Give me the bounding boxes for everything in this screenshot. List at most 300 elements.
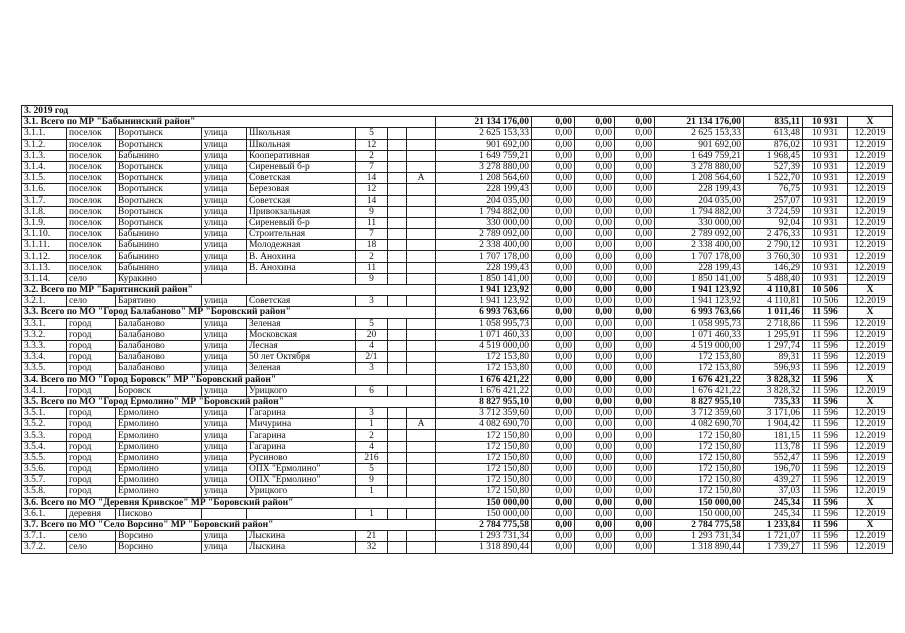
cell-c9: 1 676 421,22 xyxy=(436,374,532,385)
cell-c6: 11 xyxy=(356,217,388,228)
cell-c2: поселок xyxy=(67,161,116,172)
cell-c1: 3.1.12. xyxy=(22,251,67,262)
cell-c12: 0,00 xyxy=(615,251,655,262)
cell-c12: 0,00 xyxy=(615,475,655,486)
cell-c10: 0,00 xyxy=(532,441,575,452)
cell-c12: 0,00 xyxy=(615,139,655,150)
cell-c13: 172 153,80 xyxy=(655,352,744,363)
cell-c10: 0,00 xyxy=(532,128,575,139)
cell-c11: 0,00 xyxy=(575,184,615,195)
cell-c2: поселок xyxy=(67,173,116,184)
table-row xyxy=(22,173,893,184)
cell-c8 xyxy=(407,206,436,217)
table-row xyxy=(22,229,893,240)
cell-c14: 2 790,12 xyxy=(744,240,803,251)
cell-c5: Русиново xyxy=(247,452,356,463)
cell-c11: 0,00 xyxy=(575,430,615,441)
cell-c2: поселок xyxy=(67,240,116,251)
cell-c7 xyxy=(388,408,407,419)
cell-c12: 0,00 xyxy=(615,285,655,296)
cell-c7 xyxy=(388,441,407,452)
cell-c7 xyxy=(388,531,407,542)
cell-c3: Ермолино xyxy=(116,408,202,419)
cell-c10: 0,00 xyxy=(532,329,575,340)
cell-c15: 11 596 xyxy=(803,374,848,385)
cell-c9: 150 000,00 xyxy=(436,497,532,508)
table-row xyxy=(22,486,893,497)
cell-c9: 172 153,80 xyxy=(436,352,532,363)
cell-c8 xyxy=(407,352,436,363)
cell-c14: 37,03 xyxy=(744,486,803,497)
cell-c15: 10 931 xyxy=(803,139,848,150)
cell-c13: 150 000,00 xyxy=(655,508,744,519)
cell-c9: 1 208 564,60 xyxy=(436,173,532,184)
cell-c3: Барятино xyxy=(116,296,202,307)
section-total-row xyxy=(22,285,893,296)
cell-c16: 12.2019 xyxy=(848,508,893,519)
cell-c9: 330 000,00 xyxy=(436,217,532,228)
cell-c11: 0,00 xyxy=(575,542,615,553)
cell-c6: 1 xyxy=(356,508,388,519)
cell-c13: 1 318 890,44 xyxy=(655,542,744,553)
cell-c9: 8 827 955,10 xyxy=(436,396,532,407)
table-body xyxy=(22,106,893,554)
cell-c4: улица xyxy=(202,240,247,251)
cell-c3: Балабаново xyxy=(116,318,202,329)
cell-c2: город xyxy=(67,419,116,430)
cell-c13: 8 827 955,10 xyxy=(655,396,744,407)
cell-c3: Боровск xyxy=(116,385,202,396)
cell-c12: 0,00 xyxy=(615,161,655,172)
cell-c15: 11 596 xyxy=(803,441,848,452)
cell-c11: 0,00 xyxy=(575,150,615,161)
cell-c11: 0,00 xyxy=(575,217,615,228)
cell-c10: 0,00 xyxy=(532,508,575,519)
cell-c6: 11 xyxy=(356,262,388,273)
cell-c7 xyxy=(388,251,407,262)
cell-c16: X xyxy=(848,396,893,407)
cell-c5: 50 лет Октября xyxy=(247,352,356,363)
section-title: 3.4. Всего по МО "Город Боровск" МР "Боровский район" xyxy=(22,374,436,385)
cell-c2: город xyxy=(67,441,116,452)
section-total-row xyxy=(22,396,893,407)
cell-c13: 172 150,80 xyxy=(655,464,744,475)
cell-c10: 0,00 xyxy=(532,419,575,430)
table-row xyxy=(22,251,893,262)
cell-c6: 32 xyxy=(356,542,388,553)
cell-c11: 0,00 xyxy=(575,396,615,407)
cell-c9: 1 676 421,22 xyxy=(436,385,532,396)
cell-c12: 0,00 xyxy=(615,117,655,128)
cell-c6: 20 xyxy=(356,329,388,340)
cell-c7 xyxy=(388,508,407,519)
cell-c1: 3.3.5. xyxy=(22,363,67,374)
cell-c8 xyxy=(407,542,436,553)
cell-c16: 12.2019 xyxy=(848,251,893,262)
cell-c11: 0,00 xyxy=(575,262,615,273)
cell-c11: 0,00 xyxy=(575,285,615,296)
cell-c5: Лесная xyxy=(247,340,356,351)
table-row xyxy=(22,273,893,284)
table-row xyxy=(22,464,893,475)
cell-c9: 3 712 359,60 xyxy=(436,408,532,419)
cell-c9: 901 692,00 xyxy=(436,139,532,150)
cell-c13: 2 338 400,00 xyxy=(655,240,744,251)
cell-c7 xyxy=(388,542,407,553)
cell-c16: 12.2019 xyxy=(848,486,893,497)
cell-c8: А xyxy=(407,419,436,430)
cell-c5: Советская xyxy=(247,296,356,307)
cell-c3: Ермолино xyxy=(116,464,202,475)
table-row xyxy=(22,161,893,172)
cell-c7 xyxy=(388,161,407,172)
cell-c16: 12.2019 xyxy=(848,452,893,463)
cell-c11: 0,00 xyxy=(575,408,615,419)
cell-c3: Бабынино xyxy=(116,229,202,240)
cell-c4: улица xyxy=(202,161,247,172)
cell-c11: 0,00 xyxy=(575,329,615,340)
cell-c13: 4 519 000,00 xyxy=(655,340,744,351)
cell-c5: Строительная xyxy=(247,229,356,240)
cell-c14: 3 171,06 xyxy=(744,408,803,419)
cell-c9: 150 000,00 xyxy=(436,508,532,519)
cell-c10: 0,00 xyxy=(532,519,575,530)
cell-c9: 1 707 178,00 xyxy=(436,251,532,262)
cell-c9: 1 794 882,00 xyxy=(436,206,532,217)
cell-c8 xyxy=(407,430,436,441)
cell-c12: 0,00 xyxy=(615,195,655,206)
cell-c15: 10 931 xyxy=(803,240,848,251)
cell-c12: 0,00 xyxy=(615,273,655,284)
cell-c5: Зеленая xyxy=(247,363,356,374)
cell-c11: 0,00 xyxy=(575,486,615,497)
cell-c6: 9 xyxy=(356,206,388,217)
cell-c1: 3.1.1. xyxy=(22,128,67,139)
cell-c6: 3 xyxy=(356,408,388,419)
cell-c16: 12.2019 xyxy=(848,173,893,184)
cell-c15: 11 596 xyxy=(803,542,848,553)
cell-c13: 21 134 176,00 xyxy=(655,117,744,128)
cell-c5: Сиреневый б-р xyxy=(247,217,356,228)
cell-c7 xyxy=(388,195,407,206)
cell-c7 xyxy=(388,150,407,161)
table-row xyxy=(22,531,893,542)
cell-c16: 12.2019 xyxy=(848,352,893,363)
cell-c14: 1 297,74 xyxy=(744,340,803,351)
cell-c14: 1 233,84 xyxy=(744,519,803,530)
cell-c9: 2 789 092,00 xyxy=(436,229,532,240)
cell-c14: 596,93 xyxy=(744,363,803,374)
cell-c5: Молодежная xyxy=(247,240,356,251)
cell-c9: 228 199,43 xyxy=(436,262,532,273)
cell-c8 xyxy=(407,508,436,519)
cell-c2: поселок xyxy=(67,184,116,195)
cell-c5: Школьная xyxy=(247,128,356,139)
cell-c12: 0,00 xyxy=(615,486,655,497)
cell-c9: 2 625 153,33 xyxy=(436,128,532,139)
cell-c13: 1 649 759,21 xyxy=(655,150,744,161)
cell-c2: село xyxy=(67,531,116,542)
cell-c15: 11 596 xyxy=(803,464,848,475)
cell-c15: 11 596 xyxy=(803,497,848,508)
table-row xyxy=(22,262,893,273)
cell-c11: 0,00 xyxy=(575,318,615,329)
cell-c12: 0,00 xyxy=(615,352,655,363)
cell-c10: 0,00 xyxy=(532,184,575,195)
cell-c6: 3 xyxy=(356,363,388,374)
cell-c13: 1 676 421,22 xyxy=(655,374,744,385)
cell-c14: 245,34 xyxy=(744,508,803,519)
cell-c3: Бабынино xyxy=(116,240,202,251)
cell-c14: 527,39 xyxy=(744,161,803,172)
cell-c15: 10 931 xyxy=(803,184,848,195)
cell-c1: 3.5.8. xyxy=(22,486,67,497)
cell-c8 xyxy=(407,128,436,139)
section-title: 3.3. Всего по МО "Город Балабаново" МР "Боровский район" xyxy=(22,307,436,318)
cell-c11: 0,00 xyxy=(575,531,615,542)
cell-c12: 0,00 xyxy=(615,374,655,385)
cell-c15: 10 931 xyxy=(803,117,848,128)
cell-c11: 0,00 xyxy=(575,452,615,463)
cell-c10: 0,00 xyxy=(532,486,575,497)
cell-c7 xyxy=(388,139,407,150)
cell-c5: Школьная xyxy=(247,139,356,150)
cell-c6: 216 xyxy=(356,452,388,463)
cell-c15: 11 596 xyxy=(803,430,848,441)
cell-c8 xyxy=(407,475,436,486)
cell-c11: 0,00 xyxy=(575,229,615,240)
cell-c6: 14 xyxy=(356,195,388,206)
year-heading-row xyxy=(22,106,893,117)
cell-c12: 0,00 xyxy=(615,385,655,396)
cell-c11: 0,00 xyxy=(575,240,615,251)
cell-c14: 2 718,86 xyxy=(744,318,803,329)
cell-c11: 0,00 xyxy=(575,117,615,128)
cell-c7 xyxy=(388,229,407,240)
cell-c14: 76,75 xyxy=(744,184,803,195)
cell-c7 xyxy=(388,262,407,273)
cell-c3: Писково xyxy=(116,508,202,519)
cell-c11: 0,00 xyxy=(575,519,615,530)
cell-c3: Воротынск xyxy=(116,217,202,228)
cell-c4: улица xyxy=(202,419,247,430)
cell-c14: 876,02 xyxy=(744,139,803,150)
cell-c12: 0,00 xyxy=(615,396,655,407)
cell-c11: 0,00 xyxy=(575,508,615,519)
cell-c15: 11 596 xyxy=(803,329,848,340)
cell-c5: Лыскина xyxy=(247,542,356,553)
cell-c4: улица xyxy=(202,195,247,206)
cell-c3: Ермолино xyxy=(116,486,202,497)
cell-c3: Ворсино xyxy=(116,542,202,553)
cell-c8 xyxy=(407,161,436,172)
cell-c14: 146,29 xyxy=(744,262,803,273)
cell-c1: 3.1.11. xyxy=(22,240,67,251)
cell-c10: 0,00 xyxy=(532,374,575,385)
cell-c2: город xyxy=(67,329,116,340)
table-row xyxy=(22,363,893,374)
cell-c4: улица xyxy=(202,128,247,139)
cell-c16: 12.2019 xyxy=(848,385,893,396)
cell-c13: 1 208 564,60 xyxy=(655,173,744,184)
cell-c7 xyxy=(388,419,407,430)
cell-c16: 12.2019 xyxy=(848,206,893,217)
cell-c14: 4 110,81 xyxy=(744,285,803,296)
cell-c14: 89,31 xyxy=(744,352,803,363)
cell-c15: 10 931 xyxy=(803,229,848,240)
cell-c3: Ермолино xyxy=(116,419,202,430)
cell-c5: Зеленая xyxy=(247,318,356,329)
table-row xyxy=(22,441,893,452)
table-row xyxy=(22,385,893,396)
cell-c5: ОПХ "Ермолино" xyxy=(247,464,356,475)
table-row xyxy=(22,206,893,217)
cell-c6: 6 xyxy=(356,385,388,396)
cell-c10: 0,00 xyxy=(532,542,575,553)
table-row xyxy=(22,452,893,463)
cell-c7 xyxy=(388,452,407,463)
cell-c14: 2 476,33 xyxy=(744,229,803,240)
cell-c16: 12.2019 xyxy=(848,240,893,251)
cell-c9: 4 519 000,00 xyxy=(436,340,532,351)
cell-c12: 0,00 xyxy=(615,173,655,184)
cell-c6: 2/1 xyxy=(356,352,388,363)
cell-c16: 12.2019 xyxy=(848,273,893,284)
cell-c8 xyxy=(407,486,436,497)
cell-c16: 12.2019 xyxy=(848,419,893,430)
cell-c6: 18 xyxy=(356,240,388,251)
cell-c9: 1 850 141,00 xyxy=(436,273,532,284)
cell-c16: 12.2019 xyxy=(848,195,893,206)
cell-c11: 0,00 xyxy=(575,352,615,363)
cell-c13: 901 692,00 xyxy=(655,139,744,150)
cell-c16: 12.2019 xyxy=(848,475,893,486)
cell-c10: 0,00 xyxy=(532,307,575,318)
cell-c14: 196,70 xyxy=(744,464,803,475)
cell-c9: 1 058 995,73 xyxy=(436,318,532,329)
cell-c5: Березовая xyxy=(247,184,356,195)
cell-c13: 172 150,80 xyxy=(655,475,744,486)
cell-c3: Ермолино xyxy=(116,430,202,441)
cell-c7 xyxy=(388,173,407,184)
cell-c4: улица xyxy=(202,363,247,374)
cell-c8 xyxy=(407,251,436,262)
cell-c4: улица xyxy=(202,352,247,363)
cell-c3: Воротынск xyxy=(116,184,202,195)
cell-c16: 12.2019 xyxy=(848,229,893,240)
cell-c12: 0,00 xyxy=(615,497,655,508)
cell-c16: 12.2019 xyxy=(848,408,893,419)
cell-c14: 1 968,45 xyxy=(744,150,803,161)
cell-c15: 10 506 xyxy=(803,285,848,296)
cell-c12: 0,00 xyxy=(615,307,655,318)
cell-c9: 172 150,80 xyxy=(436,430,532,441)
cell-c9: 172 150,80 xyxy=(436,486,532,497)
cell-c6: 2 xyxy=(356,430,388,441)
cell-c2: поселок xyxy=(67,262,116,273)
cell-c2: город xyxy=(67,385,116,396)
cell-c16: 12.2019 xyxy=(848,441,893,452)
cell-c12: 0,00 xyxy=(615,329,655,340)
cell-c15: 10 931 xyxy=(803,173,848,184)
cell-c4: улица xyxy=(202,464,247,475)
cell-c10: 0,00 xyxy=(532,396,575,407)
cell-c14: 1 295,91 xyxy=(744,329,803,340)
cell-c4: улица xyxy=(202,441,247,452)
cell-c6: 3 xyxy=(356,296,388,307)
cell-c5: Урицкого xyxy=(247,486,356,497)
cell-c13: 2 789 092,00 xyxy=(655,229,744,240)
cell-c14: 3 828,32 xyxy=(744,385,803,396)
cell-c13: 1 071 460,33 xyxy=(655,329,744,340)
cell-c6: 12 xyxy=(356,139,388,150)
cell-c16: 12.2019 xyxy=(848,262,893,273)
cell-c10: 0,00 xyxy=(532,150,575,161)
cell-c9: 228 199,43 xyxy=(436,184,532,195)
cell-c5: Мичурина xyxy=(247,419,356,430)
cell-c12: 0,00 xyxy=(615,419,655,430)
cell-c14: 1 011,46 xyxy=(744,307,803,318)
cell-c10: 0,00 xyxy=(532,464,575,475)
cell-c14: 181,15 xyxy=(744,430,803,441)
cell-c11: 0,00 xyxy=(575,296,615,307)
cell-c12: 0,00 xyxy=(615,519,655,530)
cell-c1: 3.5.3. xyxy=(22,430,67,441)
cell-c10: 0,00 xyxy=(532,139,575,150)
cell-c12: 0,00 xyxy=(615,229,655,240)
cell-c1: 3.4.1. xyxy=(22,385,67,396)
cell-c14: 735,33 xyxy=(744,396,803,407)
section-title: 3.2. Всего по МР "Барятинский район" xyxy=(22,285,436,296)
cell-c16: X xyxy=(848,519,893,530)
cell-c4: улица xyxy=(202,229,247,240)
cell-c15: 11 596 xyxy=(803,340,848,351)
table-row xyxy=(22,542,893,553)
cell-c16: 12.2019 xyxy=(848,296,893,307)
cell-c6: 4 xyxy=(356,441,388,452)
cell-c2: поселок xyxy=(67,206,116,217)
cell-c13: 172 150,80 xyxy=(655,486,744,497)
cell-c1: 3.3.2. xyxy=(22,329,67,340)
cell-c2: город xyxy=(67,464,116,475)
cell-c10: 0,00 xyxy=(532,195,575,206)
cell-c16: 12.2019 xyxy=(848,430,893,441)
cell-c3: Воротынск xyxy=(116,206,202,217)
cell-c14: 1 904,42 xyxy=(744,419,803,430)
section-title: 3.5. Всего по МО "Город Ермолино" МР "Боровский район" xyxy=(22,396,436,407)
cell-c13: 150 000,00 xyxy=(655,497,744,508)
cell-c9: 1 318 890,44 xyxy=(436,542,532,553)
cell-c12: 0,00 xyxy=(615,363,655,374)
table-row xyxy=(22,296,893,307)
cell-c14: 3 828,32 xyxy=(744,374,803,385)
table-row xyxy=(22,139,893,150)
cell-c6: 9 xyxy=(356,273,388,284)
cell-c6: 4 xyxy=(356,340,388,351)
cell-c11: 0,00 xyxy=(575,340,615,351)
cell-c4: улица xyxy=(202,542,247,553)
table-row xyxy=(22,475,893,486)
cell-c16: 12.2019 xyxy=(848,318,893,329)
cell-c12: 0,00 xyxy=(615,217,655,228)
cell-c2: село xyxy=(67,273,116,284)
cell-c2: поселок xyxy=(67,251,116,262)
cell-c5: Привокзальная xyxy=(247,206,356,217)
cell-c2: поселок xyxy=(67,128,116,139)
cell-c15: 11 596 xyxy=(803,307,848,318)
cell-c3: Балабаново xyxy=(116,363,202,374)
cell-c15: 10 931 xyxy=(803,262,848,273)
